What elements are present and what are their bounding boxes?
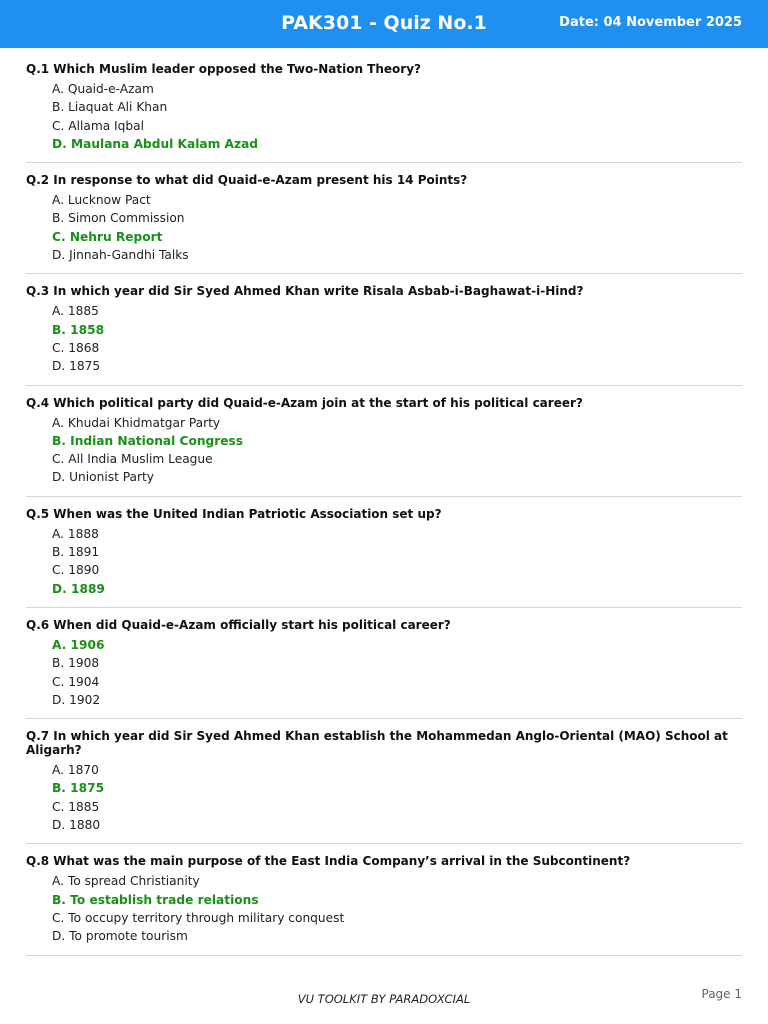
answer-option: B. Liaquat Ali Khan [52, 100, 168, 115]
option-list [26, 872, 742, 945]
correct-answer-option: D. Maulana Abdul Kalam Azad [52, 136, 259, 151]
correct-answer-option: D. 1889 [52, 581, 105, 596]
footer-credit: VU TOOLKIT BY PARADOXCIAL [297, 992, 471, 1006]
answer-option: A. Khudai Khidmatgar Party [52, 415, 221, 430]
answer-option: B. 1908 [52, 656, 100, 671]
question-text: Q.3 In which year did Sir Syed Ahmed Khan write Risala Asbab-i-Baghawat-i-Hind? [26, 284, 584, 299]
answer-option: C. 1868 [52, 340, 100, 355]
answer-option: B. 1891 [52, 545, 100, 560]
answer-option: A. 1870 [52, 763, 99, 778]
question-text: Q.5 When was the United Indian Patriotic Association set up? [26, 506, 442, 521]
option-list [26, 191, 742, 264]
question-list [26, 62, 742, 966]
answer-option: D. 1880 [52, 818, 101, 833]
question-block [26, 618, 742, 719]
quiz-date: Date: 04 November 2025 [559, 15, 742, 30]
answer-option: B. Simon Commission [52, 211, 185, 226]
option-list [26, 80, 742, 153]
question-text: Q.8 What was the main purpose of the East India Company’s arrival in the Subcontinent? [26, 854, 631, 869]
option-list [26, 636, 742, 709]
correct-answer-option: B. 1858 [52, 322, 105, 337]
answer-option: D. Unionist Party [52, 470, 155, 485]
question-block [26, 729, 742, 844]
correct-answer-option: B. 1875 [52, 781, 105, 796]
page-number: Page 1 [701, 987, 742, 1001]
question-block [26, 62, 742, 163]
answer-option: C. Allama Iqbal [52, 118, 144, 133]
question-block [26, 507, 742, 608]
header-bar [0, 0, 768, 48]
correct-answer-option: C. Nehru Report [52, 229, 163, 244]
answer-option: D. 1875 [52, 359, 101, 374]
question-text: Q.4 Which political party did Quaid-e-Azam join at the start of his political career? [26, 395, 583, 410]
page-title: PAK301 - Quiz No.1 [281, 12, 487, 34]
answer-option: C. 1890 [52, 563, 100, 578]
question-block [26, 854, 742, 955]
option-list [26, 761, 742, 834]
correct-answer-option: A. 1906 [52, 637, 105, 652]
question-text: Q.2 In response to what did Quaid-e-Azam present his 14 Points? [26, 173, 468, 188]
option-list [26, 302, 742, 375]
question-text: Q.6 When did Quaid-e-Azam officially start his political career? [26, 617, 451, 632]
answer-option: C. 1904 [52, 674, 100, 689]
answer-option: A. To spread Christianity [52, 874, 200, 889]
answer-option: C. 1885 [52, 799, 100, 814]
answer-option: C. All India Muslim League [52, 452, 213, 467]
answer-option: A. Lucknow Pact [52, 193, 151, 208]
question-text: Q.7 In which year did Sir Syed Ahmed Khan establish the Mohammedan Anglo-Oriental (MAO) School at Aligarh? [26, 729, 728, 758]
answer-option: A. 1885 [52, 304, 99, 319]
question-block [26, 173, 742, 274]
question-text: Q.1 Which Muslim leader opposed the Two-Nation Theory? [26, 62, 421, 76]
answer-option: D. To promote tourism [52, 929, 188, 944]
answer-option: D. Jinnah-Gandhi Talks [52, 248, 189, 263]
answer-option: C. To occupy territory through military conquest [52, 910, 345, 925]
question-block [26, 284, 742, 385]
answer-option: D. 1902 [52, 692, 101, 707]
option-list [26, 525, 742, 598]
correct-answer-option: B. Indian National Congress [52, 433, 244, 448]
answer-option: A. 1888 [52, 526, 99, 541]
answer-option: A. Quaid-e-Azam [52, 82, 154, 96]
option-list [26, 414, 742, 487]
question-block [26, 396, 742, 497]
correct-answer-option: B. To establish trade relations [52, 892, 259, 907]
